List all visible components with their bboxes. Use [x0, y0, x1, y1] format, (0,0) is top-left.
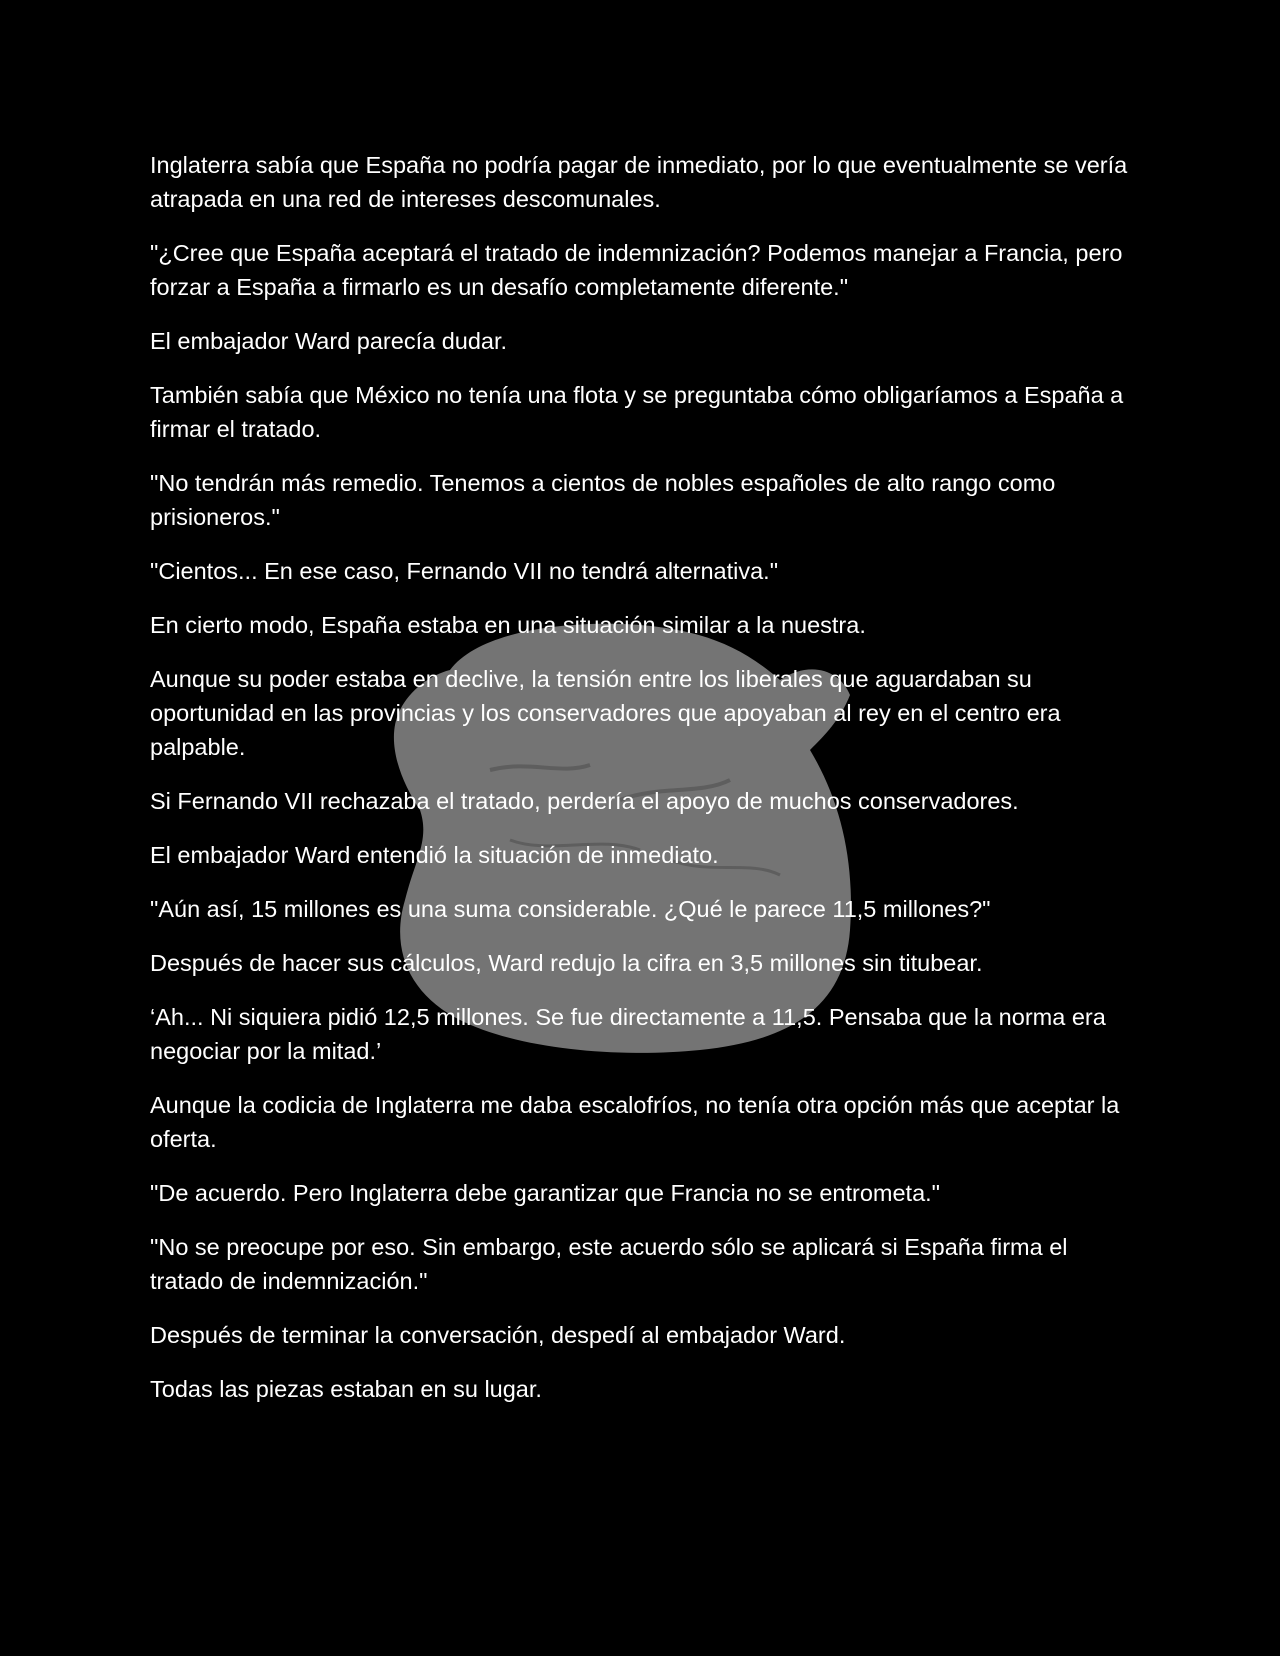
paragraph: También sabía que México no tenía una flota y se preguntaba cómo obligaríamos a España a firmar el tratado.	[150, 382, 1124, 442]
paragraph: En cierto modo, España estaba en una situación similar a la nuestra.	[150, 612, 866, 638]
paragraph: ‘Ah... Ni siquiera pidió 12,5 millones. Se fue directamente a 11,5. Pensaba que la norma era negociar por la mitad.’	[150, 1004, 1106, 1064]
paragraph: Si Fernando VII rechazaba el tratado, perdería el apoyo de muchos conservadores.	[150, 788, 1019, 814]
paragraph: "Cientos... En ese caso, Fernando VII no tendrá alternativa."	[150, 558, 779, 584]
paragraph: "De acuerdo. Pero Inglaterra debe garantizar que Francia no se entrometa."	[150, 1180, 941, 1206]
paragraph: "No se preocupe por eso. Sin embargo, este acuerdo sólo se aplicará si España firma el tratado de indemnización."	[150, 1234, 1068, 1294]
paragraph: El embajador Ward parecía dudar.	[150, 328, 508, 354]
paragraph: Inglaterra sabía que España no podría pagar de inmediato, por lo que eventualmente se vería atrapada en una red de intereses descomunales.	[150, 152, 1128, 212]
paragraph: Aunque su poder estaba en declive, la tensión entre los liberales que aguardaban su oportunidad en las provincias y los conservadores que apoyaban al rey en el centro era palpable.	[150, 666, 1061, 760]
paragraph: "No tendrán más remedio. Tenemos a cientos de nobles españoles de alto rango como prisioneros."	[150, 470, 1056, 530]
document-body	[150, 148, 1135, 1426]
paragraph: El embajador Ward entendió la situación de inmediato.	[150, 842, 719, 868]
paragraph: "¿Cree que España aceptará el tratado de indemnización? Podemos manejar a Francia, pero forzar a España a firmarlo es un desafío completamente diferente."	[150, 240, 1123, 300]
paragraph: Después de hacer sus cálculos, Ward redujo la cifra en 3,5 millones sin titubear.	[150, 950, 983, 976]
paragraph: "Aún así, 15 millones es una suma considerable. ¿Qué le parece 11,5 millones?"	[150, 896, 991, 922]
paragraph: Todas las piezas estaban en su lugar.	[150, 1376, 542, 1402]
paragraph: Aunque la codicia de Inglaterra me daba escalofríos, no tenía otra opción más que aceptar la oferta.	[150, 1092, 1120, 1152]
paragraph: Después de terminar la conversación, despedí al embajador Ward.	[150, 1322, 846, 1348]
